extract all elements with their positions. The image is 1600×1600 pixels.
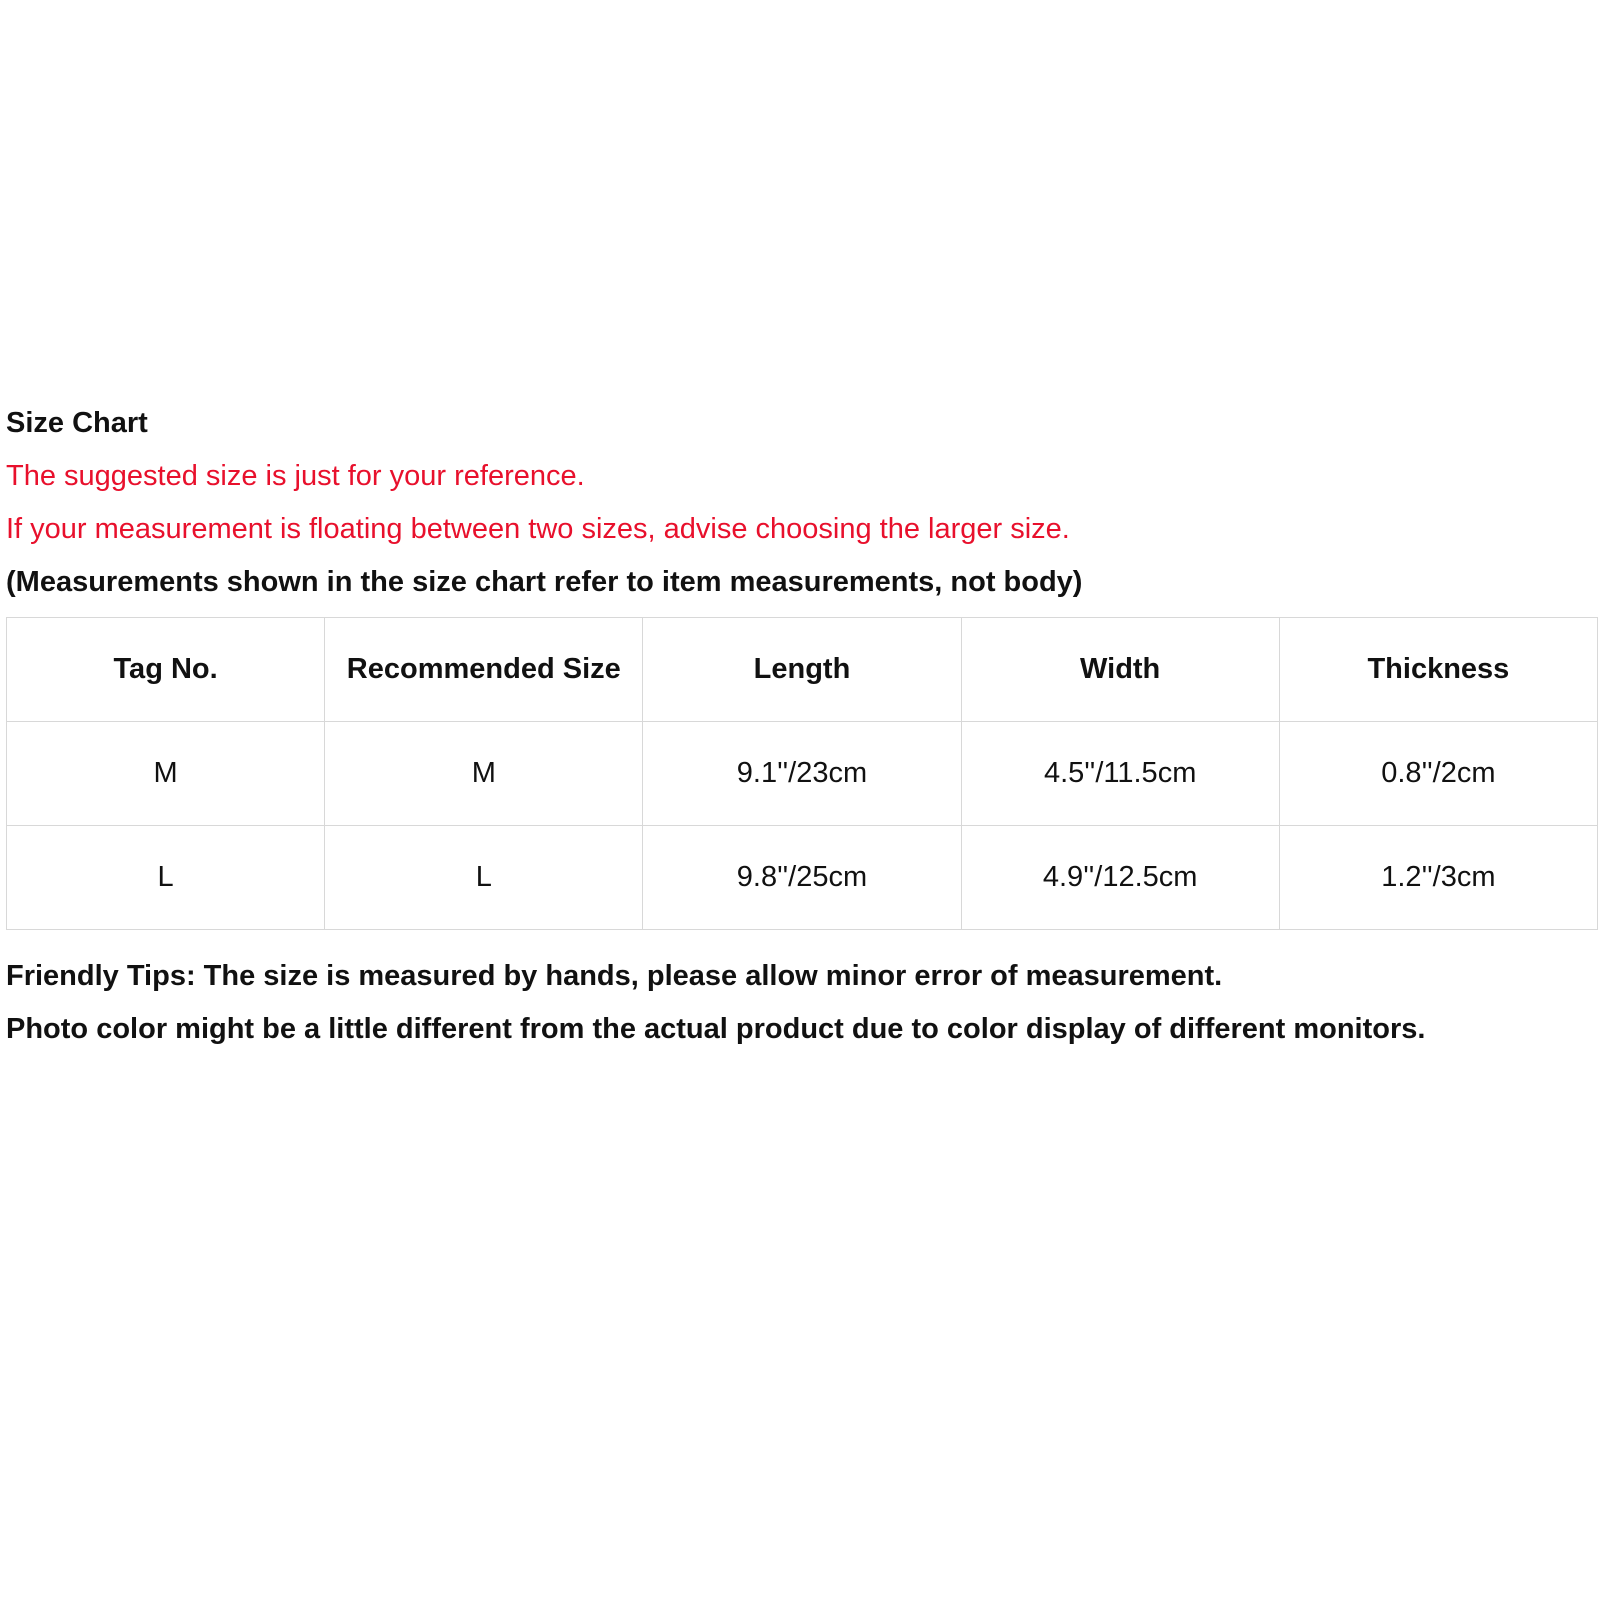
header-length: Length — [643, 618, 961, 722]
cell-thickness: 0.8''/2cm — [1279, 722, 1597, 826]
size-table — [6, 617, 1598, 930]
cell-recommended-size: L — [325, 826, 643, 930]
cell-length: 9.1''/23cm — [643, 722, 961, 826]
larger-size-advice: If your measurement is floating between two sizes, advise choosing the larger size. — [6, 513, 1070, 545]
table-row — [7, 722, 1598, 826]
header-width: Width — [961, 618, 1279, 722]
table-header-row — [7, 618, 1598, 722]
tip-measurement: Friendly Tips: The size is measured by hands, please allow minor error of measurement. — [6, 960, 1223, 992]
reference-note: The suggested size is just for your reference. — [6, 460, 585, 492]
cell-width: 4.9''/12.5cm — [961, 826, 1279, 930]
measurement-note: (Measurements shown in the size chart refer to item measurements, not body) — [6, 566, 1083, 598]
cell-width: 4.5''/11.5cm — [961, 722, 1279, 826]
header-recommended-size: Recommended Size — [325, 618, 643, 722]
cell-tag-no: M — [7, 722, 325, 826]
tip-photo-color: Photo color might be a little different from the actual product due to color display of different monitors. — [6, 1013, 1426, 1045]
cell-tag-no: L — [7, 826, 325, 930]
header-tag-no: Tag No. — [7, 618, 325, 722]
size-chart-section — [6, 397, 1598, 1056]
friendly-tips — [6, 950, 1598, 1056]
table-row — [7, 826, 1598, 930]
cell-recommended-size: M — [325, 722, 643, 826]
cell-length: 9.8''/25cm — [643, 826, 961, 930]
size-chart-title: Size Chart — [6, 407, 148, 439]
header-thickness: Thickness — [1279, 618, 1597, 722]
cell-thickness: 1.2''/3cm — [1279, 826, 1597, 930]
